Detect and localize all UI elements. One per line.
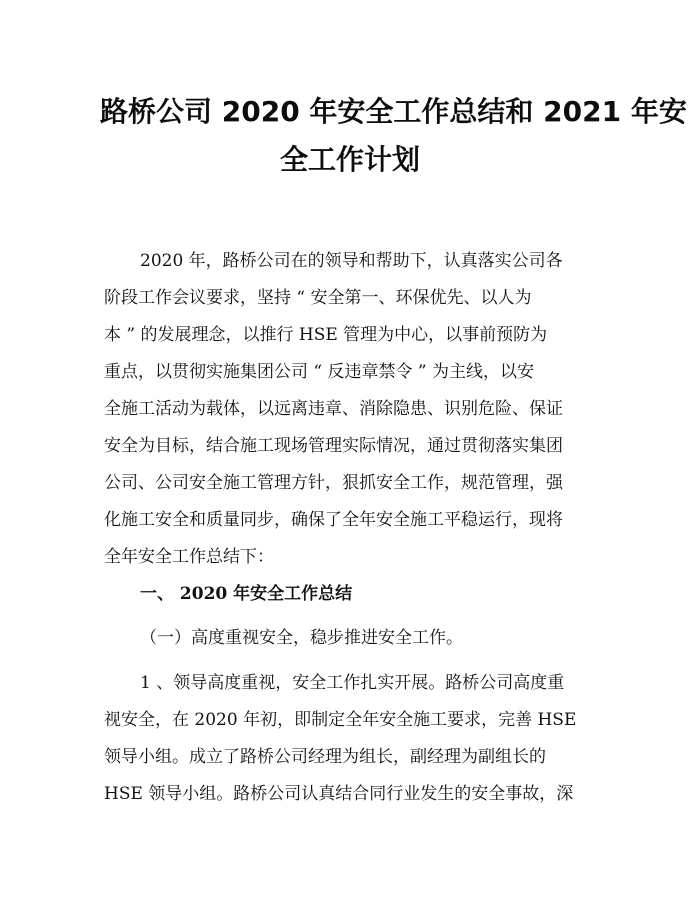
item1-line: HSE 领导小组。路桥公司认真结合同行业发生的安全事故，深 [104,784,574,804]
item1-line: 视安全，在 2020 年初，即制定全年安全施工要求，完善 HSE [104,710,577,730]
intro-line: 安全为目标，结合施工现场管理实际情况，通过贯彻落实集团 [104,436,563,456]
intro-line: 全年安全工作总结下： [104,547,274,567]
intro-line: 化施工安全和质量同步，确保了全年安全施工平稳运行，现将 [104,510,563,530]
intro-line: 本 ” 的发展理念，以推行 HSE 管理为中心，以事前预防为 [104,325,548,345]
intro-line: 全施工活动为载体，以远离违章、消除隐患、识别危险、保证 [104,399,563,419]
section-heading: 一、 2020 年安全工作总结 [140,584,353,604]
title-line-1: 路桥公司 2020 年安全工作总结和 2021 年安 [100,95,687,128]
item1-line: 领导小组。成立了路桥公司经理为组长，副经理为副组长的 [104,747,546,767]
subsection-heading: （一）高度重视安全，稳步推进安全工作。 [140,628,463,648]
intro-line: 重点，以贯彻实施集团公司 “ 反违章禁令 ” 为主线，以安 [104,362,534,382]
intro-line: 阶段工作会议要求，坚持 “ 安全第一、环保优先、以人为 [104,288,532,308]
document-title [100,88,687,184]
item1-line: 1 、领导高度重视，安全工作扎实开展。路桥公司高度重 [140,673,565,693]
intro-line: 2020 年，路桥公司在的领导和帮助下，认真落实公司各 [140,251,563,271]
title-line-2: 全工作计划 [279,143,420,176]
intro-line: 公司、公司安全施工管理方针，狠抓安全工作，规范管理，强 [104,473,563,493]
